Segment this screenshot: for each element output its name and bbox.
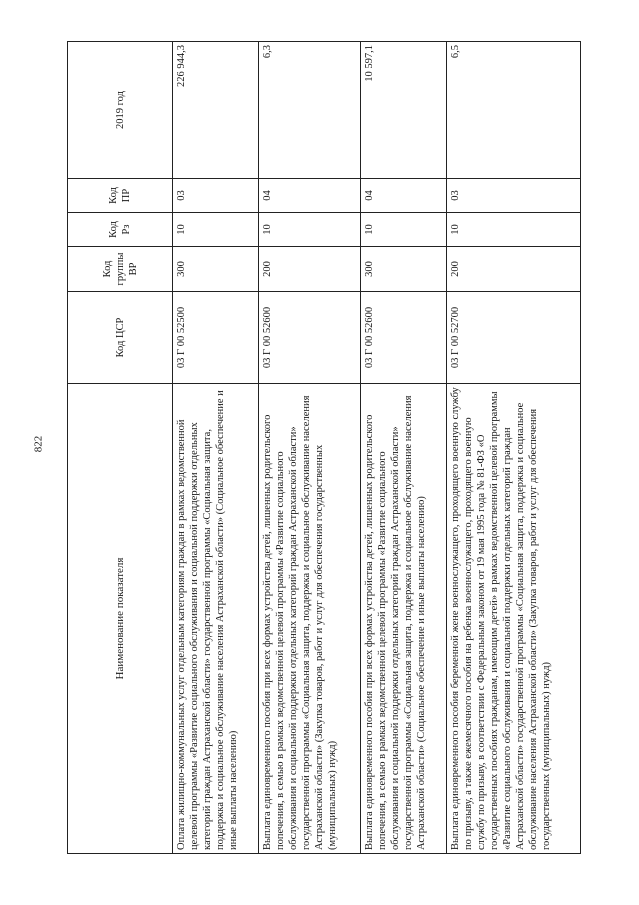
- row-rz: 10: [361, 213, 447, 247]
- row-csr: 03 Г 00 52500: [173, 292, 259, 384]
- row-rz: 10: [173, 213, 259, 247]
- table-row: [259, 42, 361, 854]
- row-name: Оплата жилищно-коммунальных услуг отдельным категориям граждан в рамках ведомственной целевой программы «Развитие социального обслуживания и социальной поддержки отдельных категорий граждан Астраханской области» государственной программы «Социальная защита, поддержка и социальное обслуживание населения Астраханской области» (Социальное обеспечение и иные выплаты населению): [173, 384, 259, 854]
- row-amount: 226 944,3: [173, 42, 259, 179]
- row-vr: 200: [447, 247, 581, 292]
- row-csr: 03 Г 00 52700: [447, 292, 581, 384]
- row-vr: 200: [259, 247, 361, 292]
- row-amount: 6,3: [259, 42, 361, 179]
- row-csr: 03 Г 00 52600: [259, 292, 361, 384]
- row-csr: 03 Г 00 52600: [361, 292, 447, 384]
- row-name: Выплата единовременного пособия при всех формах устройства детей, лишенных родительского попечения, в семью в рамках ведомственной целевой программы «Развитие социального обслуживания и социальной поддержки отдельных категорий граждан Астраханской области» государственной программы «Социальная защита, поддержка и социальное обслуживание населения Астраханской области» (Социальное обеспечение и иные выплаты населению): [361, 384, 447, 854]
- header-vr: Код группы ВР: [68, 247, 173, 292]
- row-name: Выплата единовременного пособия при всех формах устройства детей, лишенных родительского попечения, в семью в рамках ведомственной целевой программы «Развитие социального обслуживания и социальной поддержки отдельных категорий граждан Астраханской области» государственной программы «Социальная защита, поддержка и социальное обслуживание населения Астраханской области» (Закупка товаров, работ и услуг для обеспечения государственных (муниципальных) нужд): [259, 384, 361, 854]
- row-vr: 300: [361, 247, 447, 292]
- budget-table-container: [67, 42, 581, 854]
- row-pr: 03: [173, 179, 259, 213]
- table-header-row: [68, 42, 173, 854]
- header-csr: Код ЦСР: [68, 292, 173, 384]
- header-pr: Код ПР: [68, 179, 173, 213]
- table-row: [173, 42, 259, 854]
- row-pr: 04: [259, 179, 361, 213]
- table-row: [361, 42, 447, 854]
- header-name: Наименование показателя: [68, 384, 173, 854]
- row-name: Выплата единовременного пособия беременной жене военнослужащего, проходящего военную службу по призыву, а также ежемесячного пособия на ребенка военнослужащего, проходящего военную службу по призыву, в соответствии с Федеральным законом от 19 мая 1995 года № 81-ФЗ «О государственных пособиях гражданам, имеющим детей» в рамках ведомственной целевой программы «Развитие социального обслуживания и социальной поддержки отдельных категорий граждан Астраханской области» государственной программы «Социальная защита, поддержка и социальное обслуживание населения Астраханской области» (Закупка товаров, работ и услуг для обеспечения государственных (муниципальных) нужд): [447, 384, 581, 854]
- row-amount: 10 597,1: [361, 42, 447, 179]
- row-rz: 10: [447, 213, 581, 247]
- budget-table: [67, 41, 581, 854]
- row-rz: 10: [259, 213, 361, 247]
- row-pr: 03: [447, 179, 581, 213]
- row-vr: 300: [173, 247, 259, 292]
- header-rz: Код Рз: [68, 213, 173, 247]
- page-number: 822: [32, 435, 45, 453]
- row-amount: 6,5: [447, 42, 581, 179]
- table-row: [447, 42, 581, 854]
- header-year: 2019 год: [68, 42, 173, 179]
- row-pr: 04: [361, 179, 447, 213]
